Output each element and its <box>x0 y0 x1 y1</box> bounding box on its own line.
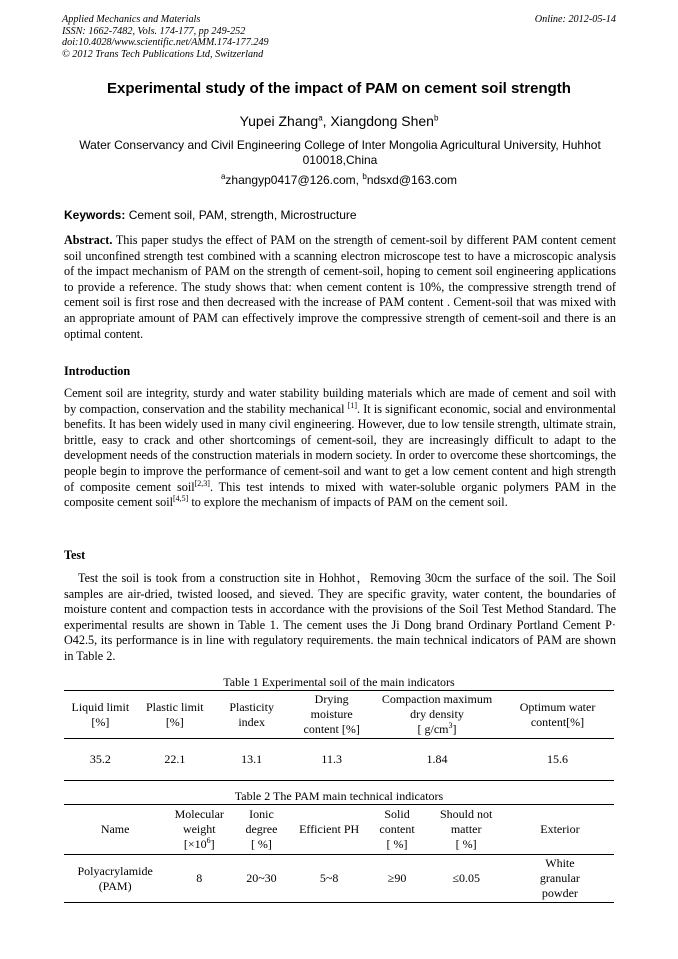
table2-caption: Table 2 The PAM main technical indicators <box>234 789 444 803</box>
density-unit-end: ] <box>452 722 457 736</box>
mw-unit-sup: 6 <box>206 836 211 845</box>
issn: ISSN: 1662-7482, Vols. 174-177, pp 249-252 <box>62 25 246 37</box>
table1-caption: Table 1 Experimental soil of the main indicators <box>223 675 455 689</box>
email-b-sup: b <box>362 172 367 181</box>
mw-unit-end: ] <box>210 837 215 851</box>
table2-header-ionic <box>232 805 290 855</box>
table1-cell: 22.1 <box>164 752 186 766</box>
ref-1: [1] <box>347 400 358 410</box>
table2-cell: 8 <box>196 871 203 885</box>
table1-header: Liquid limit [%] <box>71 699 130 729</box>
table2-header-solid <box>368 805 427 855</box>
table1-header: Optimum water content[%] <box>519 699 596 729</box>
introduction-text <box>64 386 616 511</box>
author-1: Yupei Zhang <box>239 113 319 129</box>
density-unit-sup: 3 <box>448 721 453 730</box>
matter-unit: [ %] <box>455 837 477 851</box>
table2-header-mw <box>166 805 232 855</box>
affiliation: Water Conservancy and Civil Engineering College of Inter Mongolia Agricultural University, Huhhot 010018,China <box>79 138 601 167</box>
email-a-sup: a <box>220 172 226 181</box>
mw-unit: [×10 <box>183 837 207 851</box>
table2 <box>64 804 614 903</box>
abstract-text: This paper studys the effect of PAM on the strength of cement-soil by different PAM content cement soil unconfined strength test combined with a scanning electron microscope test to have a microscopic analysis of the impact mechanism of PAM on the strength of cement-soil, hoping to cement soil engineering applications to provide a reference. The study shows that: when cement content is 10%, the compressive strength trend of cement soil is first rose and then decreased with the increase of PAM content . Cement-soil that was mixed with an appropriate amount of PAM can effectively improve the compressive strength of cement-soil and there is an optimal content. <box>64 233 616 341</box>
table-row <box>64 855 614 903</box>
table2-cell: ≤0.05 <box>452 871 480 885</box>
table1-header: Plastic limit [%] <box>145 699 204 729</box>
table2-header: Efficient PH <box>299 822 360 836</box>
test-text: Test the soil is took from a construction site in Hohhot，Removing 30cm the surface of the soil. The Soil samples are air-dried, twisted loosed, and sieved. They are specific gravity, water content, the boundaries of moisture content and compaction tests in accordance with the provisions of the Soil Test Method Standard. The experimental results are shown in Table 1. The cement uses the Ji Dong brand Ordinary Portland Cement P· O42.5, its performance is in line with regulatory requirements. the main technical indicators of PAM are shown in Table 2. <box>64 571 616 663</box>
ref-2: [2,3] <box>194 478 210 488</box>
abstract <box>64 233 616 342</box>
matter-label: Should not matter <box>439 807 493 836</box>
intro-part-1: Cement soil are integrity, sturdy and water stability building materials which are made of cement and soil with by compaction, conservation and the stability mechanical <box>64 386 616 416</box>
ref-3: [4,5] <box>173 494 189 504</box>
table1 <box>64 690 614 781</box>
table-row <box>64 739 614 781</box>
table1-header-density <box>373 691 501 739</box>
doi: doi:10.4028/www.scientific.net/AMM.174-177.249 <box>62 37 269 49</box>
email-b: ndsxd@163.com <box>366 173 458 187</box>
solid-label: Solid content <box>379 807 415 836</box>
table2-header: Name <box>100 822 130 836</box>
table2-header-matter <box>426 805 505 855</box>
introduction-heading: Introduction <box>64 364 131 378</box>
author-2-sup: b <box>433 113 439 123</box>
table2-cell: 20~30 <box>246 871 277 885</box>
table1-cell: 11.3 <box>321 752 342 766</box>
table1-header-row <box>64 691 614 739</box>
table1-cell: 35.2 <box>89 752 111 766</box>
density-label: Compaction maximum dry density <box>381 692 493 721</box>
email-a: zhangyp0417@126.com, <box>225 173 363 187</box>
table1-header: Plasticity index <box>229 699 274 729</box>
paper-title: Experimental study of the impact of PAM on cement soil strength <box>107 80 571 97</box>
journal-header <box>62 14 269 60</box>
author-2: Xiangdong Shen <box>330 113 434 129</box>
online-date: Online: 2012-05-14 <box>534 14 616 25</box>
intro-part-4: to explore the mechanism of impacts of PAM on the cement soil. <box>188 495 508 510</box>
table1-cell: 15.6 <box>547 752 569 766</box>
table2-header: Exterior <box>540 822 580 836</box>
keywords <box>64 208 357 222</box>
intro-part-3: . This test intends to mixed with water-soluble organic polymers PAM in the composite cement soil <box>64 479 616 510</box>
author-sep: , <box>322 113 331 129</box>
authors <box>0 113 678 129</box>
table1-cell: 13.1 <box>241 752 263 766</box>
table2-cell: ≥90 <box>387 871 407 885</box>
density-unit: [ g/cm <box>417 722 449 736</box>
table2-cell: 5~8 <box>319 871 339 885</box>
table1-header: Drying moisture content [%] <box>303 692 360 736</box>
abstract-label: Abstract. <box>64 233 113 247</box>
keywords-label: Keywords: <box>64 208 126 222</box>
ionic-label: Ionic degree <box>245 807 278 836</box>
table2-cell: White granular powder <box>539 856 580 900</box>
author-1-sup: a <box>318 113 323 123</box>
emails <box>0 173 678 187</box>
copyright: © 2012 Trans Tech Publications Ltd, Switzerland <box>62 48 264 60</box>
ionic-unit: [ %] <box>250 837 272 851</box>
solid-unit: [ %] <box>386 837 408 851</box>
mw-label: Molecular weight <box>174 807 224 836</box>
table2-cell: Polyacrylamide (PAM) <box>77 863 153 893</box>
keywords-text: Cement soil, PAM, strength, Microstructure <box>125 208 357 222</box>
journal-name: Applied Mechanics and Materials <box>62 14 201 25</box>
test-heading: Test <box>64 548 86 562</box>
table1-cell: 1.84 <box>426 752 448 766</box>
intro-part-2: . It is significant economic, social and environmental benefits. It has been widely used in many civil engineering. However, due to low tensile strength, ultimate strain, brittle, easy to crack and other shortcomings of cement-soil, they are increasingly difficult to adapt to the development needs of the construction materials in modern society. In order to overcome these shortcomings, the people begin to improve the performance of cement-soil and want to get a low cement content and high strength of composite cement soil <box>64 401 616 494</box>
table2-header-row <box>64 805 614 855</box>
